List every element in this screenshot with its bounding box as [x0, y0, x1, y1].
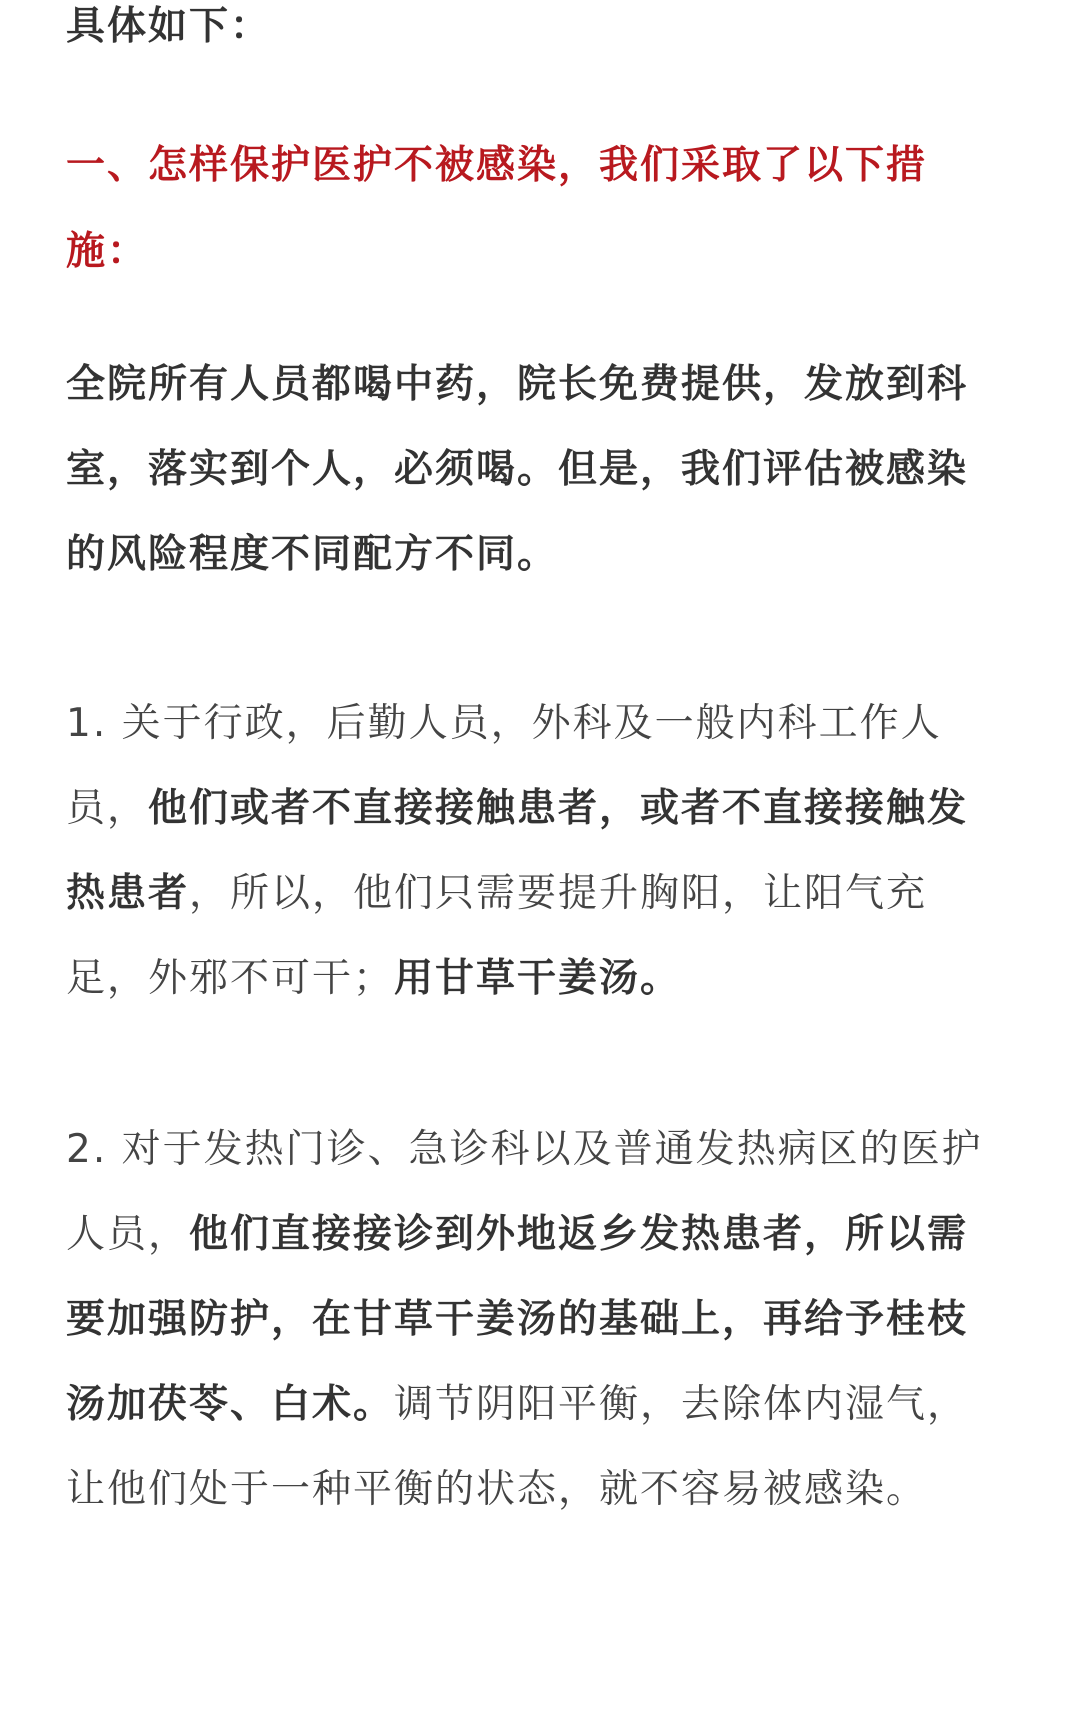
paragraph-3-line-4: [66, 1375, 968, 1435]
paragraph-1-line-1: 全院所有人员都喝中药，院长免费提供，发放到科: [66, 362, 969, 407]
paragraph-3-line-5: 让他们处于一种平衡的状态，就不容易被感染。: [66, 1467, 928, 1512]
paragraph-2-line-3-plain: ，所以，他们只需要提升胸阳，让阳气充: [189, 871, 928, 916]
paragraph-3-line-4-plain: 调节阴阳平衡，去除体内湿气，: [394, 1382, 969, 1427]
paragraph-3-line-2: [66, 1205, 968, 1265]
section-heading-line-2: 施：: [66, 229, 149, 274]
paragraph-2-line-4-plain: 足，外邪不可干；: [66, 956, 395, 1001]
paragraph-1-line-3: 的风险程度不同配方不同。: [66, 532, 559, 577]
paragraph-3-line-4-emphasis: 汤加茯苓、白术。: [66, 1382, 395, 1427]
paragraph-2-line-4-emphasis: 用甘草干姜汤。: [394, 956, 682, 1001]
paragraph-2-line-3-emphasis: 热患者: [66, 871, 190, 916]
paragraph-2-line-2-plain: 员，: [66, 786, 149, 831]
paragraph-2-line-3: [66, 864, 927, 924]
paragraph-2-line-2: [66, 779, 968, 839]
paragraph-2-line-4: [66, 949, 681, 1009]
paragraph-3-line-2-emphasis: 他们直接接诊到外地返乡发热患者，所以需: [189, 1212, 969, 1257]
paragraph-2-line-1: 1. 关于行政，后勤人员，外科及一般内科工作人: [66, 701, 942, 746]
paragraph-3-line-2-plain: 人员，: [66, 1212, 190, 1257]
intro-text: 具体如下：: [66, 4, 272, 49]
paragraph-3-line-1: 2. 对于发热门诊、急诊科以及普通发热病区的医护: [66, 1127, 983, 1172]
paragraph-3-line-3: 要加强防护，在甘草干姜汤的基础上，再给予桂枝: [66, 1297, 969, 1342]
paragraph-1-line-2: 室，落实到个人，必须喝。但是，我们评估被感染: [66, 447, 969, 492]
section-heading-line-1: 一、怎样保护医护不被感染，我们采取了以下措: [66, 143, 928, 188]
paragraph-2-line-2-emphasis: 他们或者不直接接触患者，或者不直接接触发: [148, 786, 969, 831]
